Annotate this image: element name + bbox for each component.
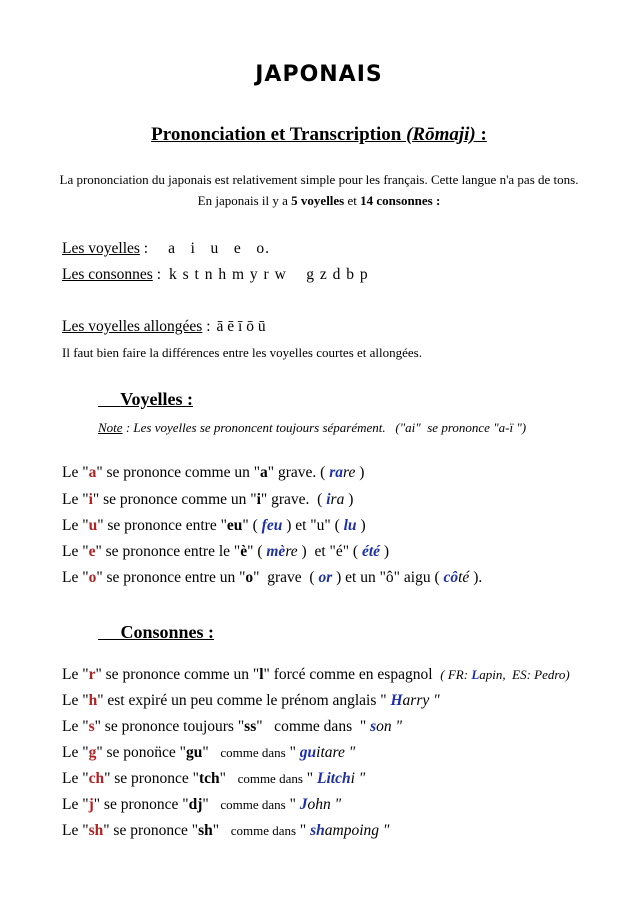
sound-equivalent: a [260, 464, 268, 481]
row-text: ) [380, 543, 390, 560]
note-label: Note [98, 420, 123, 435]
sound-equivalent: dj [188, 796, 203, 813]
row-text: " [202, 796, 221, 813]
intro-vowel-count: 5 voyelles [291, 193, 345, 208]
intro-line-2 [0, 193, 638, 209]
row-text: Le " [62, 569, 89, 586]
row-text: " grave. ( [260, 491, 327, 508]
row-text: " se prononce entre un " [96, 569, 246, 586]
example-highlight: or [318, 569, 333, 586]
example-highlight: H [390, 692, 403, 709]
intro-text: En japonais il y a [197, 193, 292, 208]
consonants-sep: : [152, 266, 162, 283]
sound-equivalent: l [259, 666, 264, 683]
row-text: " grave. ( [267, 464, 330, 481]
consonant-row [62, 796, 341, 814]
long-vowels [62, 318, 266, 336]
row-text: " [296, 822, 311, 839]
section-heading-consonnes [98, 622, 214, 643]
row-text: " se prononce comme un " [92, 491, 257, 508]
example-highlight: été [361, 543, 381, 560]
consonant-row [62, 718, 402, 736]
row-text: " est expiré un peu comme le prénom anglais " [97, 692, 391, 709]
consonants-label: Les consonnes [62, 266, 153, 283]
row-text: " [302, 770, 317, 787]
example-rest: re [343, 464, 356, 481]
consonant-row [62, 770, 365, 788]
row-text: ) et un "ô" aigu ( [332, 569, 444, 586]
section-heading-consonnes-text: Consonnes : [120, 622, 215, 642]
romaji-letter: i [88, 491, 93, 508]
note-text: : Les voyelles se prononcent toujours séparément. ("ai" se prononce "a-ï ") [122, 420, 527, 435]
romaji-letter: a [88, 464, 97, 481]
example-rest: ohn " [307, 796, 342, 813]
row-text: Le " [62, 744, 89, 761]
consonant-row [62, 666, 570, 684]
section-heading-voyelles [98, 389, 193, 410]
row-text: Le " [62, 517, 89, 534]
sound-equivalent: gu [186, 744, 203, 761]
row-text: Le " [62, 718, 89, 735]
row-text: ) [344, 491, 354, 508]
example-highlight: itch [326, 770, 351, 787]
vowel-row [62, 543, 389, 561]
consonant-row [62, 822, 389, 840]
romaji-letter: u [88, 517, 98, 534]
consonants-value: k s t n h m y r w g z d b p [169, 266, 369, 283]
example-highlight: s [370, 718, 377, 735]
vowels-sep: : [139, 240, 149, 257]
row-text: Le " [62, 822, 89, 839]
row-text: " se prononce entre le " [95, 543, 241, 560]
romaji-letter: h [88, 692, 98, 709]
romaji-letter: s [88, 718, 95, 735]
page-title: JAPONAIS [255, 62, 383, 87]
example-highlight: ra [329, 464, 344, 481]
row-text: Le " [62, 692, 89, 709]
row-text: " se prononce entre " [97, 517, 227, 534]
row-text: Le " [62, 464, 89, 481]
sound-equivalent: eu [226, 517, 243, 534]
consonant-row [62, 692, 440, 710]
row-text: " [285, 744, 300, 761]
row-text: " [285, 796, 300, 813]
example-note: ( FR: [440, 667, 472, 682]
romaji-letter: o [88, 569, 97, 586]
subtitle [0, 124, 638, 146]
romaji-letter: sh [88, 822, 104, 839]
vowels-value: a i u e o. [168, 240, 271, 257]
vowels-list [62, 240, 270, 258]
row-text: Le " [62, 491, 89, 508]
intro-text: et [344, 193, 361, 208]
example-rest: ra [330, 491, 345, 508]
subtitle-colon: : [480, 124, 487, 145]
row-text: " forcé comme en espagnol [263, 666, 441, 683]
long-vowels-note: Il faut bien faire la différences entre les voyelles courtes et allongées. [62, 345, 422, 360]
consonant-row [62, 744, 355, 762]
example-rest: té [458, 569, 470, 586]
example-highlight: L [316, 770, 327, 787]
romaji-letter: g [88, 744, 97, 761]
row-text: Le " [62, 796, 89, 813]
vowel-row [62, 491, 353, 509]
example-rest: arry " [402, 692, 440, 709]
row-text: ) et "é" ( [297, 543, 362, 560]
example-highlight: lu [343, 517, 357, 534]
vowels-label: Les voyelles [62, 240, 140, 257]
example-highlight: L [471, 667, 480, 682]
row-text: Le " [62, 543, 89, 560]
sound-equivalent: è [240, 543, 248, 560]
intro-line-1: La prononciation du japonais est relativement simple pour les français. Cette langue n'a pas de tons. [59, 172, 579, 187]
romaji-letter: e [88, 543, 96, 560]
row-text: " [219, 770, 238, 787]
example-note: apin, ES: Pedro) [479, 667, 570, 682]
example-rest: re [285, 543, 298, 560]
example-highlight: cô [443, 569, 459, 586]
subtitle-main: Prononciation et Transcription [151, 124, 402, 145]
vowel-row [62, 517, 366, 535]
row-text: " se prononce " [103, 822, 199, 839]
romaji-letter: j [88, 796, 94, 813]
row-text: Le " [62, 770, 89, 787]
row-text: " [212, 822, 231, 839]
voyelles-note [98, 420, 526, 436]
row-text: " [202, 744, 221, 761]
example-highlight: mè [266, 543, 286, 560]
long-vowels-label: Les voyelles allongées [62, 318, 203, 335]
example-rest: on " [376, 718, 402, 735]
romaji-letter: ch [88, 770, 105, 787]
row-text: ) et "u" ( [282, 517, 344, 534]
vowel-row [62, 464, 364, 482]
romaji-letter: r [88, 666, 96, 683]
example-highlight: gu [299, 744, 317, 761]
example-rest: i " [350, 770, 366, 787]
row-text: " se prononce comme un " [96, 464, 261, 481]
row-text: " ( [242, 517, 262, 534]
consonants-list [62, 266, 369, 284]
intro-consonant-count: 14 consonnes : [360, 193, 441, 208]
row-text: ). [469, 569, 483, 586]
example-highlight: feu [261, 517, 283, 534]
row-text: " se prononce toujours " [94, 718, 245, 735]
example-rest: ampoing " [324, 822, 390, 839]
row-text: " comme dans " [256, 718, 371, 735]
row-text: Le " [62, 666, 89, 683]
row-text: " se prononce " [104, 770, 199, 787]
sound-equivalent: tch [198, 770, 220, 787]
example-highlight: sh [310, 822, 325, 839]
comme-dans: comme dans [237, 771, 303, 786]
example-highlight: i [326, 491, 331, 508]
sound-equivalent: ss [244, 718, 257, 735]
row-text: ) [355, 464, 365, 481]
row-text: " se prononce comme un " [95, 666, 260, 683]
sound-equivalent: sh [198, 822, 213, 839]
example-rest: itare " [316, 744, 356, 761]
long-vowels-sep: : [202, 318, 211, 335]
row-text: " grave ( [253, 569, 319, 586]
vowel-row [62, 569, 482, 587]
sound-equivalent: i [256, 491, 261, 508]
row-text: " se prononce " [93, 796, 189, 813]
example-highlight: J [299, 796, 308, 813]
comme-dans: comme dans [220, 745, 286, 760]
subtitle-romaji: (Rōmaji) [406, 124, 476, 145]
comme-dans: comme dans [230, 823, 297, 838]
row-text: " ( [247, 543, 267, 560]
section-heading-voyelles-text: Voyelles : [120, 389, 194, 409]
sound-equivalent: o [245, 569, 254, 586]
long-vowels-value: ā ē ī ō ū [216, 318, 266, 335]
row-text: " se ponon̈ce " [96, 744, 187, 761]
comme-dans: comme dans [220, 797, 286, 812]
row-text: ) [356, 517, 366, 534]
